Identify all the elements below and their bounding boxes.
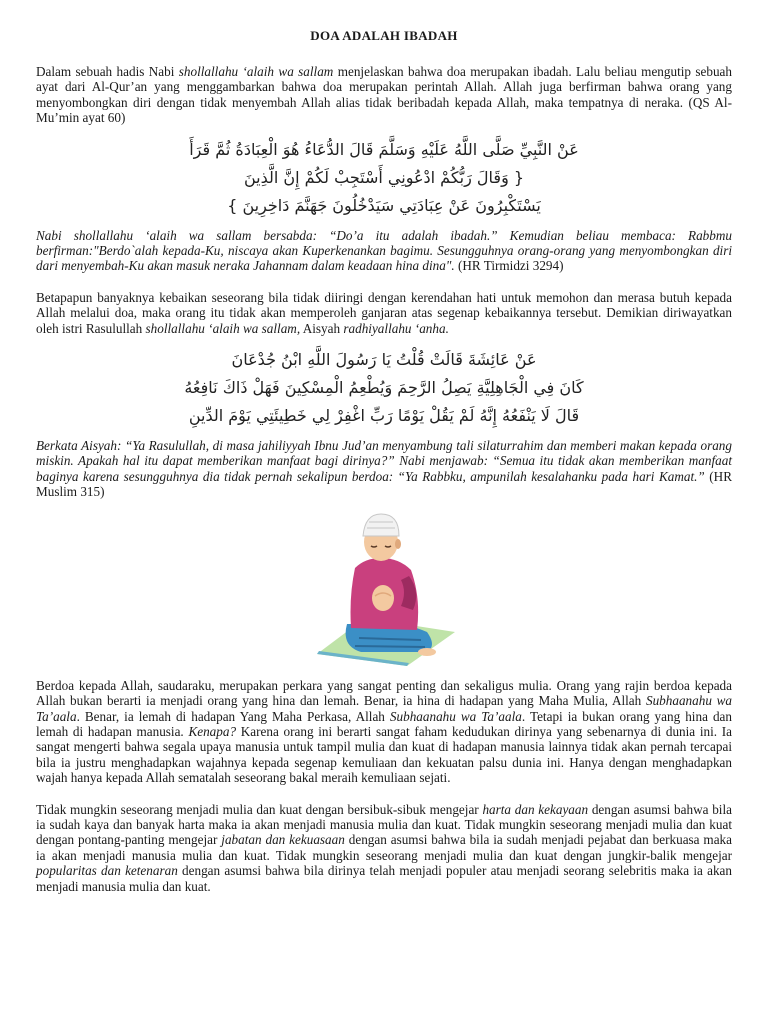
illustration <box>36 506 732 668</box>
ear <box>395 539 401 549</box>
paragraph-translation-1 <box>36 228 732 274</box>
text-run: (HR Muslim 315) <box>36 468 732 500</box>
text-run: Karena orang ini berarti sangat faham kedudukan dirinya yang sebenarnya di dunia ini. Ia sangat mengerti bahwa segala upaya manusia untuk tampil mulia dan kuat di hadapan manusia lainnya tidak akan pernah tercapai bila ia justru menghadapkan wajahnya kepada segenap kemuliaan dan kekuatan palsu dunia ini. Hanya dengan menghadapkan wajah hanya kepada Allah sematalah seseorang bakal meraih kemuliaan sejati. <box>36 723 732 786</box>
arabic-line: عَنْ النَّبِيِّ صَلَّى اللَّهُ عَلَيْهِ وَسَلَّمَ قَالَ الدُّعَاءُ هُوَ الْعِبَادَةُ ثُمَّ قَرَأَ <box>189 139 579 159</box>
text-run: dengan asumsi bahwa bila dirinya telah menjadi populer atau menjadi seorang selebritis maka ia akan menjadi manusia mulia dan kuat. <box>36 863 733 894</box>
arabic-line: { وَقَالَ رَبُّكُمْ ادْعُونِي أَسْتَجِبْ لَكُمْ إِنَّ الَّذِينَ <box>243 167 525 187</box>
paragraph-aisyah-intro <box>36 290 732 336</box>
text-run-italic: harta dan kekayaan <box>482 801 589 817</box>
text-run: Betapapun banyaknya kebaikan seseorang bila tidak diiringi dengan kerendahan hati untuk memohon dan merasa butuh kepada Allah melalui doa, maka orang itu tidak akan memperoleh ganjaran atas segenap kebaikannya tersebut. Demikian diriwayatkan oleh istri Rasulullah <box>36 289 732 336</box>
text-run: dengan asumsi bahwa bila ia sudah kaya dan banyak harta maka ia akan menjadi manusia mulia dan kuat. Tidak mungkin seseorang menjadi mulia dan kuat dengan pontang-panting mengejar <box>36 801 732 848</box>
text-run: . Tetapi ia bukan orang yang hina dan lemah di hadapan manusia. <box>36 708 732 739</box>
paragraph-tidak-mungkin <box>36 802 732 894</box>
text-run-italic: Nabi shollallahu ‘alaih wa sallam bersabda: “Do’a itu adalah ibadah.” Kemudian beliau membaca: Rabbmu berfirman:"Berdo`alah kepada-Ku, niscaya akan Kuperkenankan bagimu. Sesungguhnya orang-orang yang menyombongkan diri dari menyembah-Ku akan masuk neraka Jahannam dalam keadaan hina dina". <box>36 227 732 274</box>
arabic-line: كَانَ فِي الْجَاهِلِيَّةِ يَصِلُ الرَّحِمَ وَيُطْعِمُ الْمِسْكِينَ فَهَلْ ذَاكَ نَافِعُهُ <box>184 378 584 398</box>
text-run-italic: Kenapa? <box>188 723 237 739</box>
arabic-line: يَسْتَكْبِرُونَ عَنْ عِبَادَتِي سَيَدْخُلُونَ جَهَنَّمَ دَاخِرِينَ } <box>227 195 541 215</box>
text-run: dengan asumsi bahwa bila ia sudah menjadi pejabat dan berkuasa maka ia akan menjadi manusia mulia dan kuat. Tidak mungkin seseorang menjadi mulia dan kuat dengan jungkir-balik mengejar <box>36 832 732 863</box>
text-run: menjelaskan bahwa doa merupakan ibadah. Lalu beliau mengutip sebuah ayat dari Al-Qur’an yang menggambarkan bahwa doa merupakan perintah Allah. Allah juga berfirman bahwa orang yang menyombongkan diri dengan tidak menyembah Allah alias tidak beribadah kepada Allah, maka tempatnya di neraka. (QS Al-Mu’min ayat 60) <box>36 64 732 126</box>
hands <box>372 585 394 611</box>
text-run-italic: jabatan dan kekuasaan <box>221 832 345 848</box>
text-run: Dalam sebuah hadis Nabi <box>36 64 179 79</box>
text-run-italic: shollallahu ‘alaih wa sallam, <box>145 320 301 336</box>
text-run-italic: shollallahu ‘alaih wa sallam <box>178 64 334 79</box>
paragraph-intro <box>36 64 732 126</box>
paragraph-berdoa <box>36 678 732 786</box>
arabic-line: قَالَ لَا يَنْفَعُهُ إِنَّهُ لَمْ يَقُلْ يَوْمًا رَبِّ اغْفِرْ لِي خَطِيئَتِي يَوْمَ الدِّينِ <box>188 406 580 426</box>
kopiah-cap <box>363 514 399 536</box>
spacer <box>36 274 732 290</box>
arabic-hadith-1 <box>36 140 732 216</box>
paragraph-translation-2 <box>36 438 732 500</box>
text-run-italic: Berkata Aisyah: “Ya Rasulullah, di masa jahiliyyah Ibnu Jud’an menyambung tali silaturrahim dan memberi makan kepada orang miskin. Apakah hal itu dapat memberikan manfaat bagi dirinya?” Nabi menjawab: “Semua itu tidak akan memberikan manfaat baginya karena sesungguhnya dia tidak pernah sekalipun berdoa: “Ya Rabbku, ampunilah kesalahanku pada hari Kamat.” <box>36 438 732 484</box>
praying-boy-illustration <box>309 506 459 668</box>
text-run: Berdoa kepada Allah, saudaraku, merupakan perkara yang sangat penting dan sekaligus mulia. Orang yang rajin berdoa kepada Allah bukan berarti ia menjadi orang yang hina dan lemah. Benar, ia hina di hadapan yang Maha Mulia, Allah <box>36 677 732 709</box>
foot <box>418 648 436 656</box>
arabic-line: عَنْ عَائِشَةَ قَالَتْ قُلْتُ يَا رَسُولَ اللَّهِ ابْنُ جُدْعَانَ <box>231 350 537 370</box>
text-run: Aisyah <box>300 320 344 336</box>
text-run: (HR Tirmidzi 3294) <box>454 258 564 274</box>
spacer <box>36 786 732 802</box>
text-run-italic: radhiyallahu ‘anha. <box>343 320 449 336</box>
text-run-italic: popularitas dan ketenaran <box>36 863 178 879</box>
arabic-hadith-2 <box>36 350 732 426</box>
document-title: DOA ADALAH IBADAH <box>310 28 458 43</box>
text-run-italic: Subhaanahu wa Ta’aala <box>389 708 522 724</box>
text-run-italic: Subhaanahu wa Ta’aala <box>36 693 733 724</box>
text-run: . Benar, ia lemah di hadapan Yang Maha Perkasa, Allah <box>76 708 390 724</box>
text-run: Tidak mungkin seseorang menjadi mulia dan kuat dengan bersibuk-sibuk mengejar <box>36 801 483 817</box>
